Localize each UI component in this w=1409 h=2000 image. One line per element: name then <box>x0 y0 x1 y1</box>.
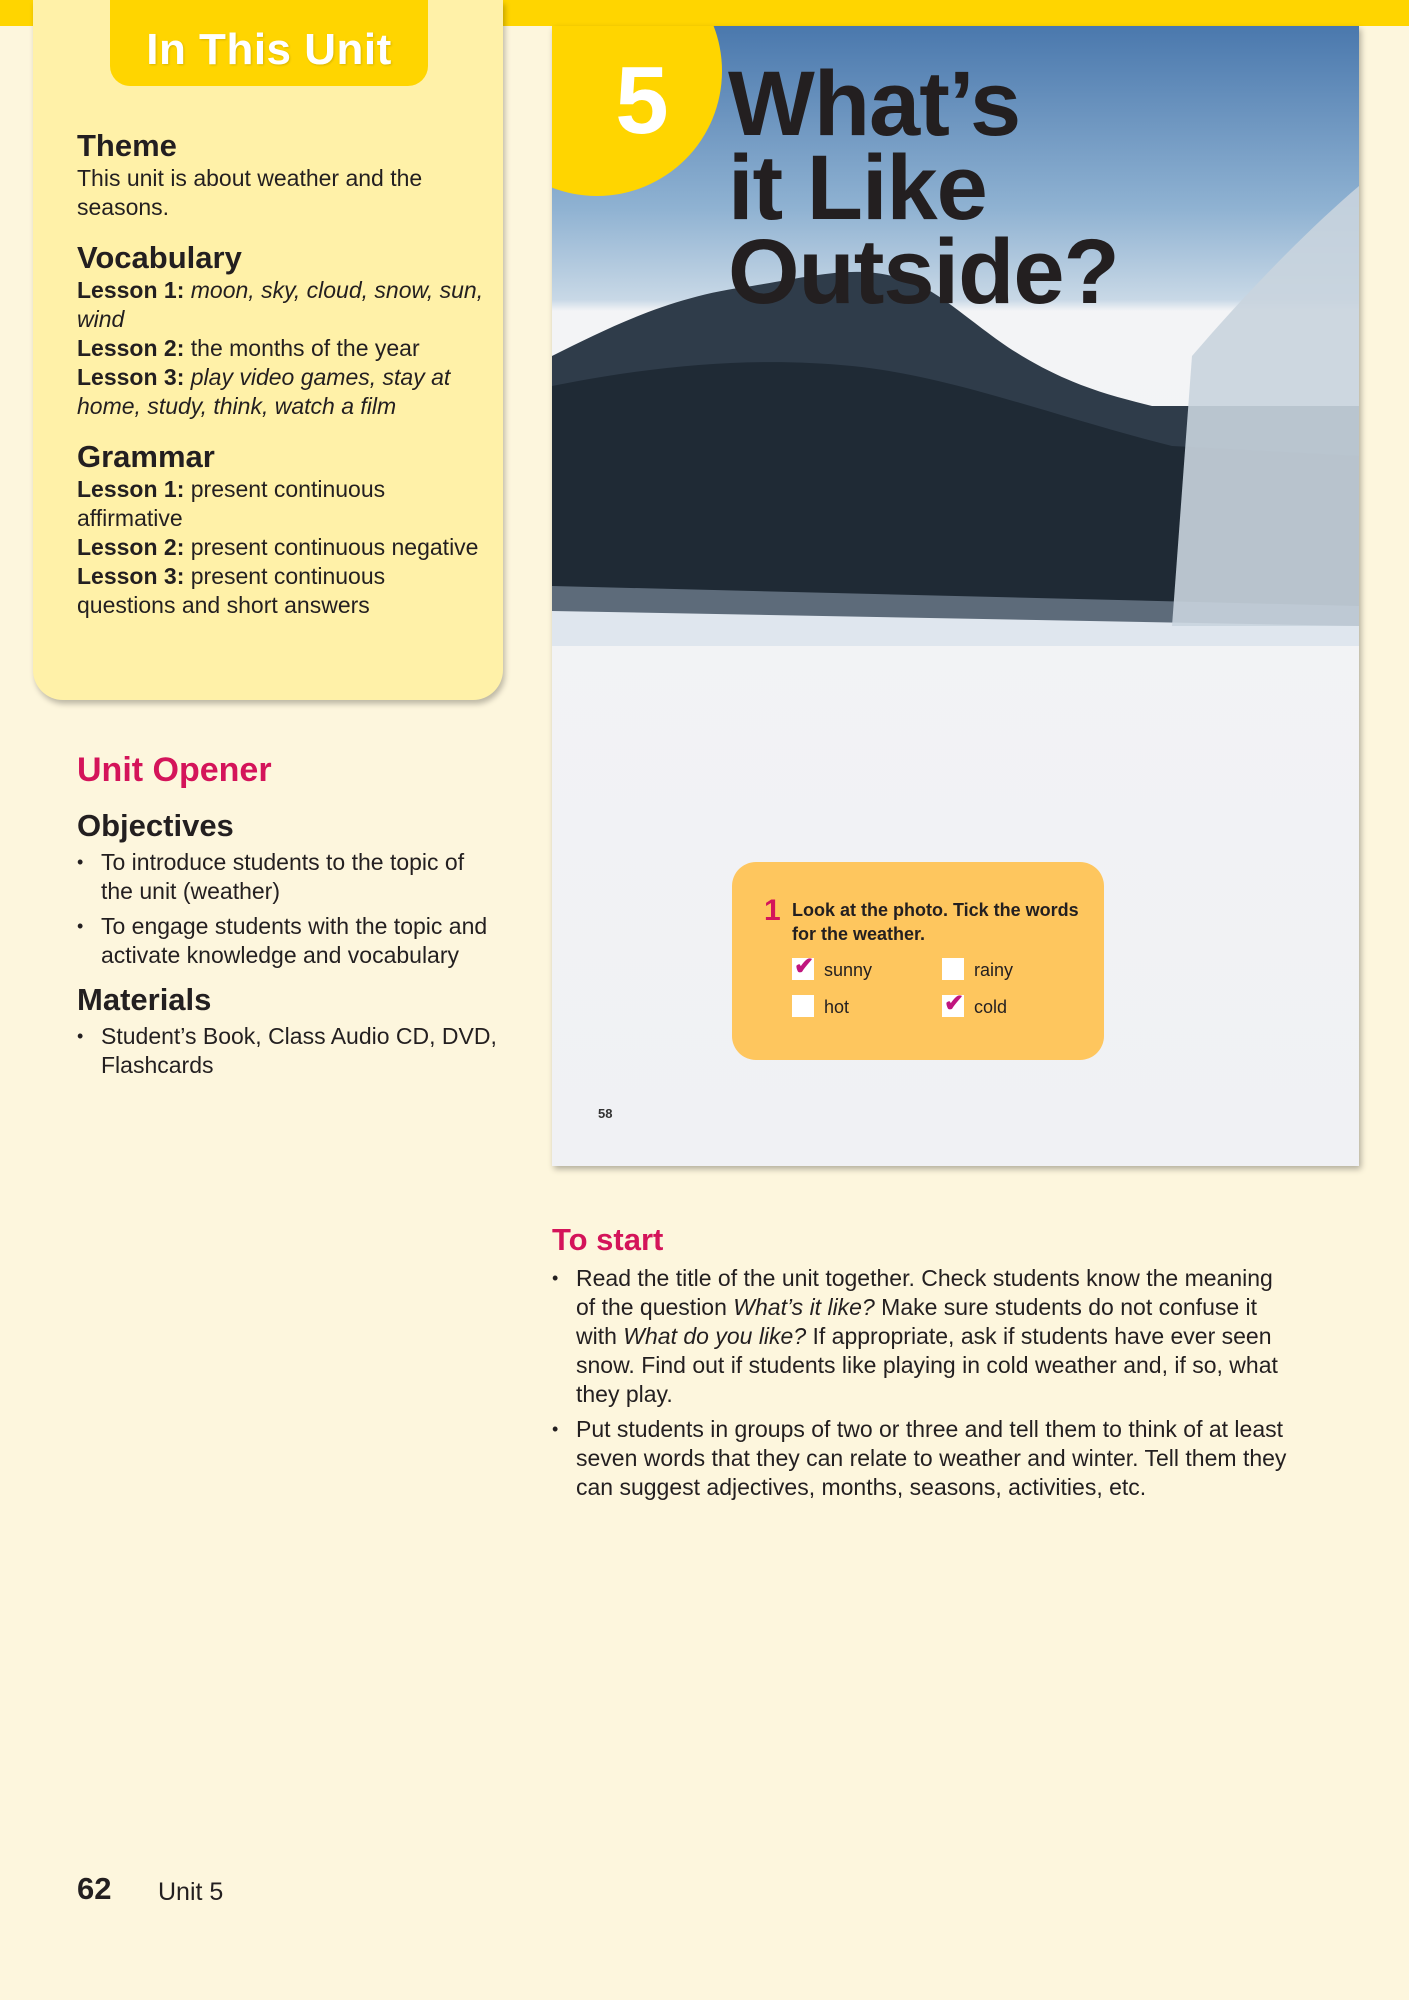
unit-opener-heading: Unit Opener <box>77 751 272 789</box>
vocabulary-list <box>77 276 487 421</box>
unit-title-line: it Like <box>728 137 987 239</box>
lesson-text: play video games, stay at home, study, think, watch a film <box>77 364 451 419</box>
unit-title-line: Outside? <box>728 221 1119 323</box>
activity-number: 1 <box>764 894 781 927</box>
tick-mark-icon: ✔ <box>944 990 965 1017</box>
materials-heading: Materials <box>77 982 212 1017</box>
unit-number: 5 <box>615 47 669 154</box>
unit-title <box>728 53 1168 323</box>
checkbox-hot[interactable] <box>792 995 814 1017</box>
lesson-label: Lesson 1: <box>77 277 191 303</box>
lesson-line <box>77 363 487 421</box>
student-page-number: 58 <box>598 1106 613 1121</box>
activity-instruction: Look at the photo. Tick the words for the weather. <box>792 900 1079 944</box>
option-label: sunny <box>824 960 873 980</box>
activity-box <box>732 862 1104 1060</box>
materials-list <box>77 1022 497 1080</box>
theme-heading: Theme <box>77 128 177 163</box>
bullet-item: • Student’s Book, Class Audio CD, DVD, Flashcards <box>77 1022 497 1080</box>
in-this-unit-tab: In This Unit <box>110 0 428 86</box>
lesson-text: the months of the year <box>190 335 420 361</box>
lesson-text: present continuous affirmative <box>77 476 386 531</box>
lesson-label: Lesson 3: <box>77 563 191 589</box>
option-label: rainy <box>974 960 1014 980</box>
lesson-label: Lesson 1: <box>77 476 191 502</box>
unit-opener-section <box>77 750 497 1086</box>
to-start-list <box>552 1264 1292 1502</box>
page-number: 62 <box>77 1871 112 1906</box>
lesson-label: Lesson 2: <box>77 335 191 361</box>
lesson-text: present continuous negative <box>190 534 479 560</box>
lesson-line <box>77 276 487 334</box>
objectives-list <box>77 848 497 970</box>
lesson-line <box>77 562 487 620</box>
bullet-item: • To engage students with the topic and activate knowledge and vocabulary <box>77 912 497 970</box>
theme-text: This unit is about weather and the seasons. <box>77 165 423 220</box>
lesson-line <box>77 475 487 533</box>
lesson-label: Lesson 2: <box>77 534 191 560</box>
to-start-heading: To start <box>552 1222 664 1257</box>
lesson-line <box>77 334 487 363</box>
grammar-heading: Grammar <box>77 439 215 474</box>
checkbox-sunny[interactable] <box>792 953 815 980</box>
checkbox-rainy[interactable] <box>942 958 964 980</box>
student-book-page-photo <box>552 26 1359 1166</box>
grammar-list <box>77 475 487 620</box>
bullet-item: • Put students in groups of two or three and tell them to think of at least seven words that they can relate to weather and winter. Tell them they can suggest adjectives, months, seasons, activities, etc. <box>552 1415 1292 1502</box>
unit-label: Unit 5 <box>158 1878 224 1906</box>
lesson-text: present continuous questions and short answers <box>77 563 386 618</box>
unit-title-line: What’s <box>728 53 1021 155</box>
option-label: cold <box>974 997 1008 1017</box>
option-label: hot <box>824 997 850 1017</box>
vocabulary-heading: Vocabulary <box>77 240 242 275</box>
lesson-label: Lesson 3: <box>77 364 191 390</box>
bullet-item: • To introduce students to the topic of the unit (weather) <box>77 848 497 906</box>
lesson-text: moon, sky, cloud, snow, sun, wind <box>77 277 484 332</box>
checkbox-cold[interactable] <box>942 990 965 1017</box>
objectives-heading: Objectives <box>77 808 234 843</box>
bullet-item: • Read the title of the unit together. Check students know the meaning of the question What’s it like? Make sure students do not confuse it with What do you like? If appropriate, ask if students have ever seen snow. Find out if students like playing in cold weather and, if so, what they play. <box>552 1264 1292 1409</box>
lesson-line <box>77 533 487 562</box>
in-this-unit-content <box>77 128 487 620</box>
to-start-section <box>552 1220 1292 1508</box>
tick-mark-icon: ✔ <box>794 953 815 980</box>
